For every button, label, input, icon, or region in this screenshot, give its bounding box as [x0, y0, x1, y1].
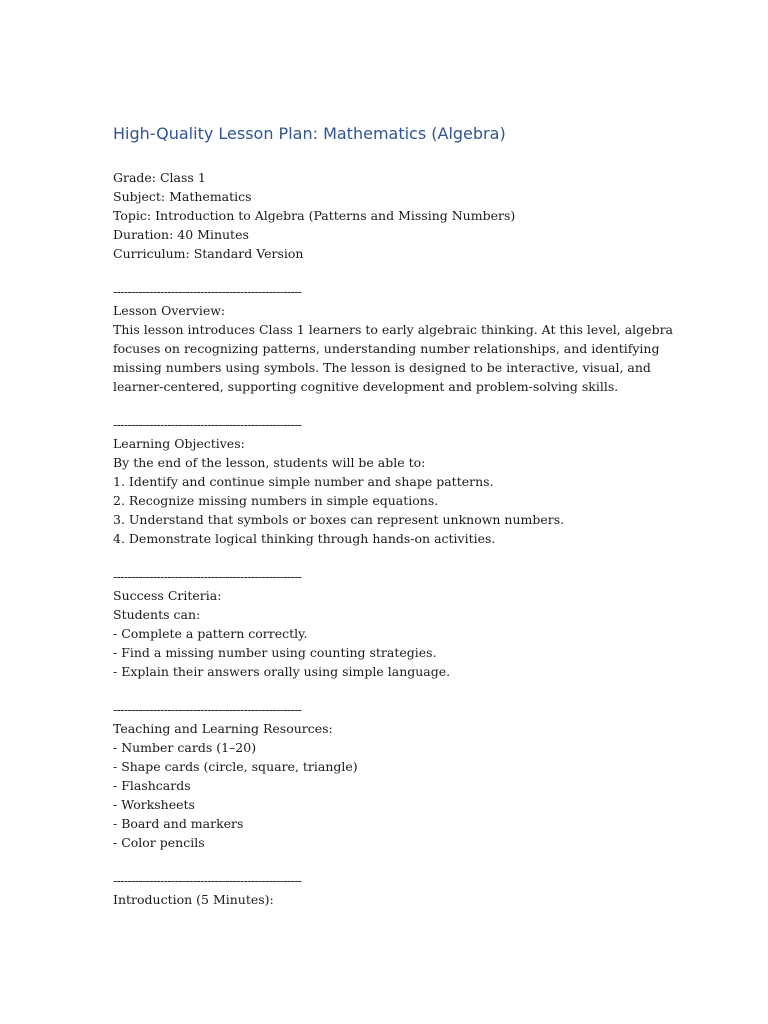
- objectives-intro: By the end of the lesson, students will be able to:: [113, 455, 426, 470]
- success-heading: Success Criteria:: [113, 588, 222, 603]
- overview-line: focuses on recognizing patterns, understanding number relationships, and identifying: [113, 341, 660, 356]
- resource-item: - Board and markers: [113, 816, 244, 831]
- success-item: - Find a missing number using counting strategies.: [113, 645, 437, 660]
- resource-item: - Shape cards (circle, square, triangle): [113, 759, 358, 774]
- success-item: - Explain their answers orally using simple language.: [113, 664, 451, 679]
- overview-line: learner-centered, supporting cognitive development and problem-solving skills.: [113, 379, 619, 394]
- meta-grade: Grade: Class 1: [113, 170, 206, 185]
- objective-item: 3. Understand that symbols or boxes can represent unknown numbers.: [113, 512, 565, 527]
- meta-curriculum: Curriculum: Standard Version: [113, 246, 304, 261]
- overview-line: missing numbers using symbols. The lesson is designed to be interactive, visual, and: [113, 360, 651, 375]
- meta-subject: Subject: Mathematics: [113, 189, 252, 204]
- resource-item: - Worksheets: [113, 797, 195, 812]
- resource-item: - Flashcards: [113, 778, 191, 793]
- section-separator: ----------------------------------------------------: [113, 284, 302, 299]
- resources-heading: Teaching and Learning Resources:: [113, 721, 333, 736]
- objective-item: 1. Identify and continue simple number and shape patterns.: [113, 474, 494, 489]
- overview-heading: Lesson Overview:: [113, 303, 226, 318]
- section-separator: ----------------------------------------------------: [113, 417, 302, 432]
- introduction-heading: Introduction (5 Minutes):: [113, 892, 274, 907]
- objectives-heading: Learning Objectives:: [113, 436, 245, 451]
- document-body: [113, 168, 674, 909]
- resource-item: - Number cards (1–20): [113, 740, 257, 755]
- objective-item: 4. Demonstrate logical thinking through hands-on activities.: [113, 531, 496, 546]
- meta-duration: Duration: 40 Minutes: [113, 227, 249, 242]
- success-item: - Complete a pattern correctly.: [113, 626, 308, 641]
- section-separator: ----------------------------------------------------: [113, 569, 302, 584]
- meta-topic: Topic: Introduction to Algebra (Patterns and Missing Numbers): [113, 208, 516, 223]
- success-intro: Students can:: [113, 607, 201, 622]
- section-separator: ----------------------------------------------------: [113, 702, 302, 717]
- resource-item: - Color pencils: [113, 835, 205, 850]
- overview-line: This lesson introduces Class 1 learners to early algebraic thinking. At this level, algebra: [113, 322, 674, 337]
- document-title: High-Quality Lesson Plan: Mathematics (Algebra): [113, 124, 506, 143]
- objective-item: 2. Recognize missing numbers in simple equations.: [113, 493, 439, 508]
- section-separator: ----------------------------------------------------: [113, 873, 302, 888]
